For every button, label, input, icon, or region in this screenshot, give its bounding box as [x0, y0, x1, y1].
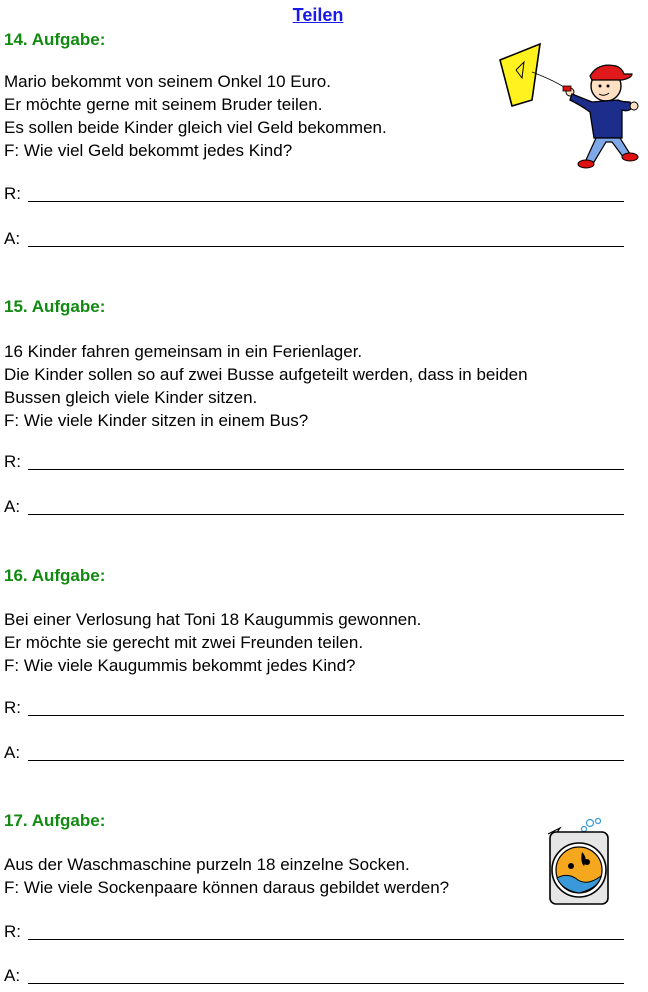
- answer-label: A:: [4, 229, 21, 248]
- calc-label: R:: [4, 452, 21, 471]
- task-line: F: Wie viele Kinder sitzen in einem Bus?: [4, 411, 309, 430]
- task-line: F: Wie viele Sockenpaare können daraus gebildet werden?: [4, 878, 450, 897]
- task-15-text: [4, 340, 528, 432]
- task-14-text: [4, 70, 387, 162]
- calc-label: R:: [4, 184, 21, 203]
- task-line: Bussen gleich viele Kinder sitzen.: [4, 388, 258, 407]
- task-line: Aus der Waschmaschine purzeln 18 einzelne Socken.: [4, 855, 410, 874]
- task-17-text: [4, 853, 449, 899]
- task-line: Er möchte gerne mit seinem Bruder teilen.: [4, 95, 323, 114]
- answer-label: A:: [4, 743, 21, 762]
- task-line: Mario bekommt von seinem Onkel 10 Euro.: [4, 72, 331, 91]
- washing-machine-illustration: [544, 816, 616, 908]
- answer-label: A:: [4, 497, 21, 516]
- task-line: Die Kinder sollen so auf zwei Busse aufgeteilt werden, dass in beiden: [4, 365, 528, 384]
- calc-label: R:: [4, 698, 21, 717]
- calc-label: R:: [4, 922, 21, 941]
- task-14-heading: 14. Aufgabe:: [4, 30, 106, 49]
- task-line: Es sollen beide Kinder gleich viel Geld bekommen.: [4, 118, 387, 137]
- task-14-answer-line[interactable]: [4, 229, 624, 251]
- task-line: 16 Kinder fahren gemeinsam in ein Ferienlager.: [4, 342, 363, 361]
- task-15-heading: 15. Aufgabe:: [4, 297, 106, 316]
- task-16-calc-line[interactable]: [4, 698, 624, 720]
- task-line: F: Wie viel Geld bekommt jedes Kind?: [4, 141, 293, 160]
- bubble-icon: [587, 820, 594, 827]
- answer-label: A:: [4, 966, 21, 985]
- page-title[interactable]: Teilen: [292, 5, 344, 25]
- task-line: Bei einer Verlosung hat Toni 18 Kaugummis gewonnen.: [4, 610, 422, 629]
- task-17-answer-line[interactable]: [4, 966, 624, 988]
- task-line: F: Wie viele Kaugummis bekommt jedes Kind?: [4, 656, 356, 675]
- task-14-calc-line[interactable]: [4, 184, 624, 206]
- task-line: Er möchte sie gerecht mit zwei Freunden teilen.: [4, 633, 364, 652]
- task-16-heading: 16. Aufgabe:: [4, 566, 106, 585]
- task-15-calc-line[interactable]: [4, 452, 624, 474]
- task-17-heading: 17. Aufgabe:: [4, 811, 106, 830]
- task-17-calc-line[interactable]: [4, 922, 624, 944]
- task-16-text: [4, 608, 421, 677]
- kite-boy-illustration: [498, 42, 640, 174]
- task-16-answer-line[interactable]: [4, 743, 624, 765]
- task-15-answer-line[interactable]: [4, 497, 624, 519]
